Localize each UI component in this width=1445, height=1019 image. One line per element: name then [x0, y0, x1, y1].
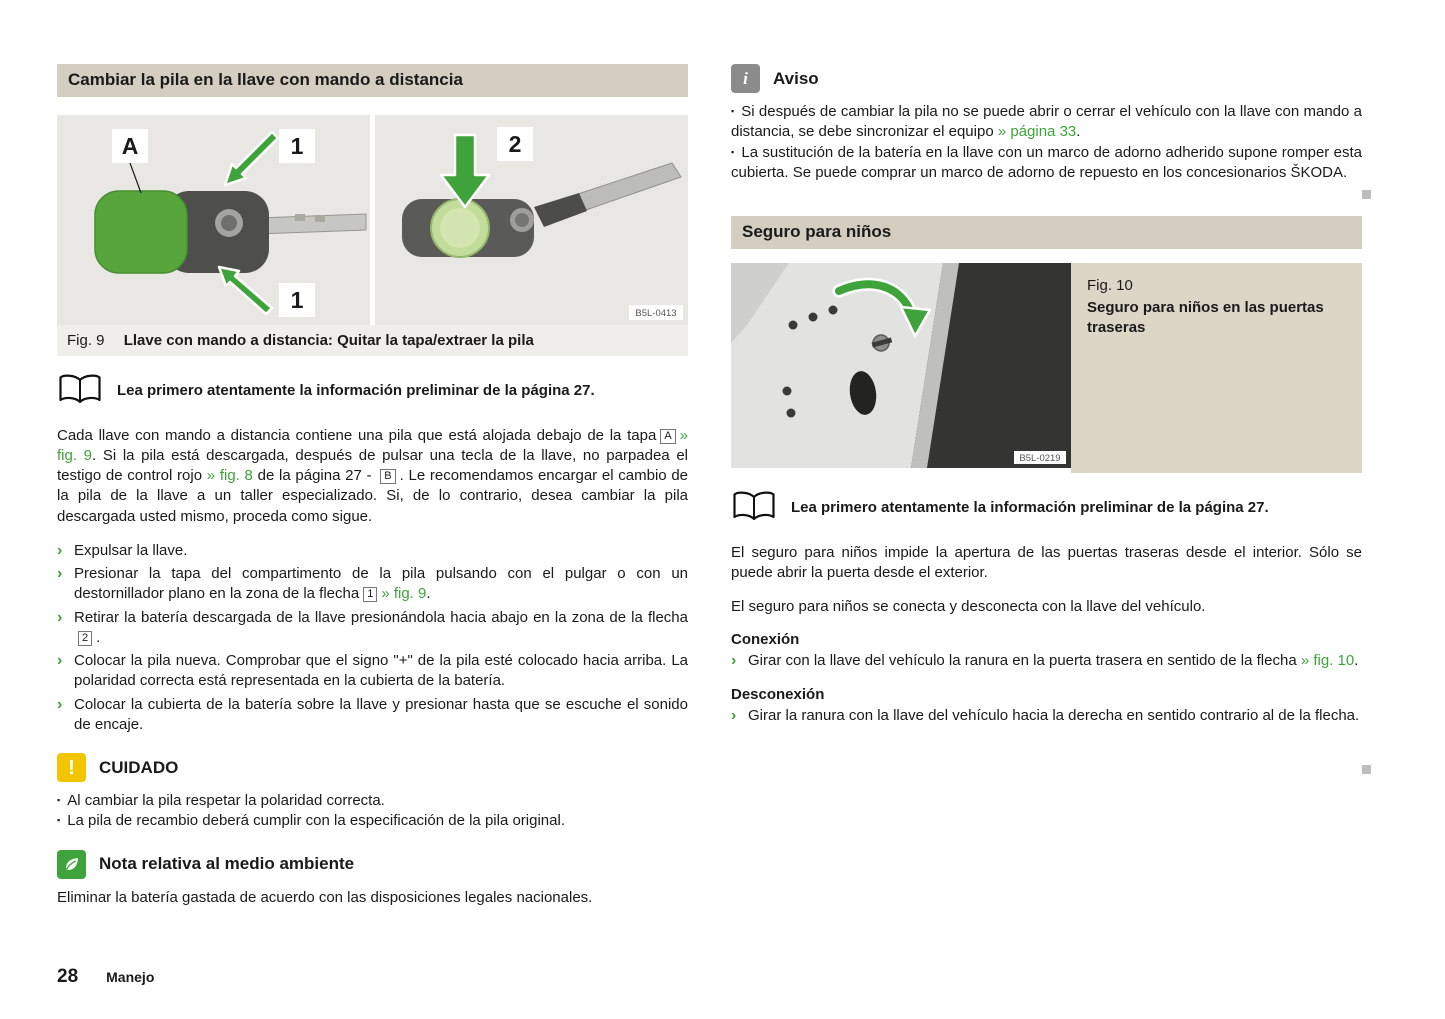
figure-9-number: Fig. 9	[67, 331, 105, 349]
link-fig-9[interactable]: » fig. 9	[57, 426, 688, 464]
link-fig-8[interactable]: » fig. 8	[206, 467, 253, 485]
key-ref-1: 1	[363, 587, 377, 602]
section-end-marker	[1362, 190, 1371, 199]
caution-section	[57, 753, 688, 832]
step-remove-battery: › Retirar la batería descargada de la llave presionándola hacia abajo en la zona de la flecha2 .	[57, 608, 688, 649]
notice-item-sync: ▪ Si después de cambiar la pila no se puede abrir o cerrar el vehículo con la llave con mando a distancia, se debe sincronizar el equipo » página 33.	[731, 103, 1362, 141]
caution-title: CUIDADO	[99, 757, 179, 777]
disconnect-steps-list	[731, 706, 1362, 726]
connect-subheading: Conexión	[731, 631, 800, 649]
environment-section	[57, 850, 688, 908]
figure-9-title: Llave con mando a distancia: Quitar la tapa/extraer la pila	[123, 331, 534, 349]
figure-9-photo	[57, 115, 688, 325]
environment-text: Eliminar la batería gastada de acuerdo con las disposiciones legales nacionales.	[57, 888, 593, 906]
link-fig-9-step[interactable]: » fig. 9	[381, 585, 427, 603]
key-ref-2: 2	[78, 631, 92, 646]
environment-icon	[57, 850, 86, 879]
figure-9	[57, 115, 688, 356]
step-insert-battery: › Colocar la pila nueva. Comprobar que el signo "+" de la pila esté colocado hacia arriba. La polaridad correcta está representada en la cubierta de la batería.	[57, 651, 688, 692]
figure-10	[731, 263, 1362, 473]
chevron-bullet-icon: ›	[57, 608, 63, 626]
figure-10-image	[731, 263, 1071, 473]
square-bullet-icon: ▪	[57, 795, 61, 806]
chevron-bullet-icon: ›	[57, 541, 63, 559]
section-end-marker	[1362, 765, 1371, 774]
key-ref-B: B	[380, 469, 395, 484]
environment-header	[57, 850, 688, 879]
figure-10-title: Seguro para niños en las puertas traseras	[1087, 298, 1324, 337]
figure-9-caption	[57, 325, 688, 356]
section-heading-child-lock: Seguro para niños	[731, 216, 1362, 249]
step-eject-key: › Expulsar la llave.	[57, 541, 688, 561]
notice-item-trim: ▪ La sustitución de la batería en la llave con un marco de adorno adherido supone romper esta cubierta. Se puede comprar un marco de adorno de repuesto en los concesionarios ŠKODA.	[731, 143, 1362, 181]
chapter-name: Manejo	[106, 969, 155, 985]
figure-label-2: 2	[508, 130, 522, 157]
battery-steps-list	[57, 541, 688, 735]
read-first-note	[57, 373, 688, 410]
caution-item-spec: ▪ La pila de recambio deberá cumplir con la especificación de la pila original.	[57, 812, 565, 830]
square-bullet-icon: ▪	[731, 106, 735, 116]
figure-label-1-top: 1	[290, 132, 304, 159]
chevron-bullet-icon: ›	[57, 565, 63, 583]
link-page-33[interactable]: » página 33	[997, 123, 1077, 141]
step-press-cover: › Presionar la tapa del compartimento de la pila pulsando con el pulgar o con un destornillador plano en la zona de la flecha 1 » fig. 9.	[57, 564, 688, 605]
square-bullet-icon: ▪	[731, 146, 735, 157]
chevron-bullet-icon: ›	[57, 695, 63, 713]
disconnect-subheading: Desconexión	[731, 685, 825, 703]
page-footer	[57, 966, 154, 988]
figure-9-image	[57, 115, 688, 325]
read-first-text: Lea primero atentamente la información preliminar de la página 27.	[791, 499, 1269, 517]
child-lock-paragraph-2: El seguro para niños se conecta y desconecta con la llave del vehículo.	[731, 598, 1206, 616]
read-first-text: Lea primero atentamente la información preliminar de la página 27.	[117, 382, 595, 400]
read-first-note	[731, 490, 1362, 527]
step-connect: › Girar con la llave del vehículo la ranura en la puerta trasera en sentido de la flecha » fig. 10.	[731, 651, 1362, 671]
figure-10-caption	[1071, 263, 1362, 473]
step-close-cover: › Colocar la cubierta de la batería sobre la llave y presionar hasta que se escuche el sonido de encaje.	[57, 695, 688, 736]
warning-icon: !	[57, 753, 86, 782]
chevron-bullet-icon: ›	[57, 652, 63, 670]
figure-10-photo	[731, 263, 1071, 468]
figure-label-A: A	[121, 132, 139, 159]
caution-item-polarity: ▪ Al cambiar la pila respetar la polaridad correcta.	[57, 792, 385, 810]
photo-code-fig10: B5L-0219	[1019, 452, 1061, 464]
book-icon	[731, 490, 777, 527]
key-ref-A: A	[660, 429, 675, 444]
book-icon	[57, 373, 103, 410]
battery-intro-paragraph: Cada llave con mando a distancia contiene una pila que está alojada debajo de la tapa A » fig. 9. Si la pila está descargada, después de pulsar una tecla de la llave, no parpadea el testigo de control rojo » fig. 8 de la página 27 - B . Le recomendamos encargar el cambio de la pila de la llave a un taller especializado. Si, de lo contrario, desea cambiar la pila descargada usted mismo, proceda como sigue.	[57, 426, 689, 525]
figure-label-1-bottom: 1	[290, 286, 304, 313]
caution-header	[57, 753, 688, 782]
connect-steps-list	[731, 651, 1362, 671]
square-bullet-icon: ▪	[57, 815, 61, 826]
chevron-bullet-icon: ›	[731, 706, 737, 724]
environment-title: Nota relativa al medio ambiente	[99, 854, 355, 874]
child-lock-paragraph-1: El seguro para niños impide la apertura de las puertas traseras desde el interior. Sólo se puede abrir la puerta desde el exterior.	[731, 543, 1362, 581]
notice-title: Aviso	[773, 68, 819, 88]
notice-header	[731, 64, 1362, 93]
chevron-bullet-icon: ›	[731, 652, 737, 670]
info-icon: i	[731, 64, 760, 93]
left-column	[57, 64, 688, 922]
link-fig-10[interactable]: » fig. 10	[1300, 652, 1355, 670]
section-heading-battery: Cambiar la pila en la llave con mando a distancia	[57, 64, 688, 97]
photo-code-fig9: B5L-0413	[635, 307, 677, 319]
right-column	[731, 64, 1362, 736]
figure-10-number: Fig. 10	[1087, 276, 1133, 294]
step-disconnect: › Girar la ranura con la llave del vehículo hacia la derecha en sentido contrario al de la flecha.	[731, 706, 1362, 726]
page-number: 28	[57, 966, 79, 987]
